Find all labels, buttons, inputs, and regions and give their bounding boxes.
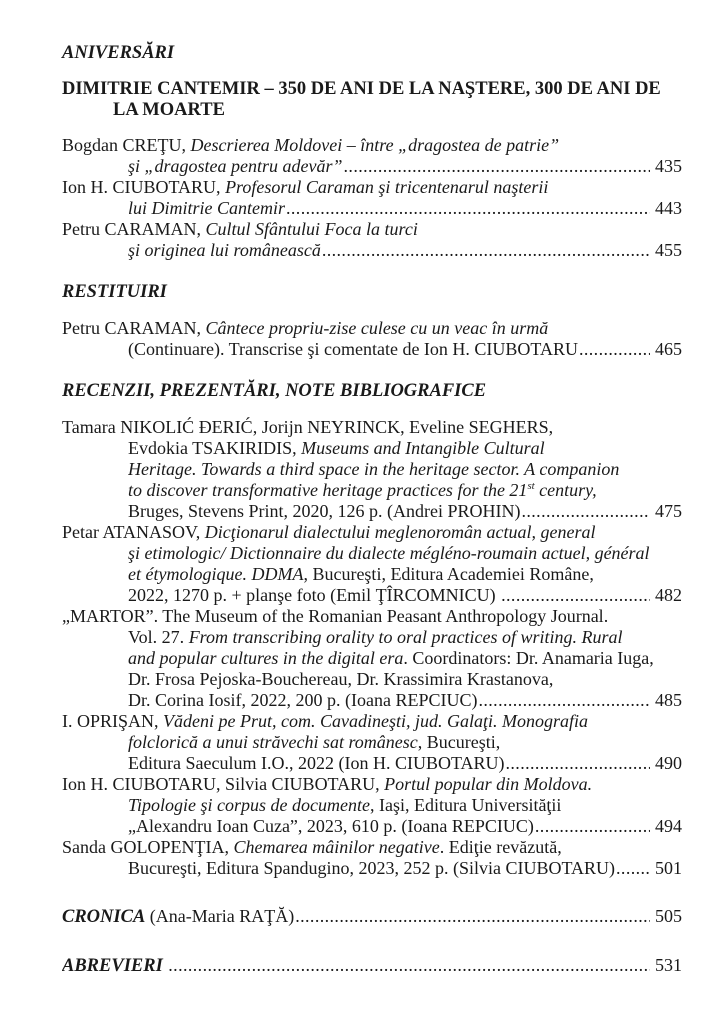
toc-line [62, 177, 682, 198]
dot-leader [506, 753, 651, 774]
entry-text-segment: . Ediţie revăzută, [439, 837, 562, 857]
entry-text-segment: Bucureşti, Editura Spandugino, 2023, 252 p. (Silvia CIUBOTARU) [128, 858, 616, 878]
toc-line [62, 858, 682, 879]
entry-text-segment: Ion H. CIUBOTARU, [62, 177, 226, 197]
entry-text-segment: Bruges, Stevens Print, 2020, 126 p. (Andrei PROHIN) [128, 501, 521, 521]
toc-line-text [128, 753, 505, 774]
toc-entry [62, 711, 682, 774]
entry-title-segment: Cultul Sfântului Foca la turci [205, 219, 418, 239]
toc-entry [62, 417, 682, 522]
toc-line [62, 318, 682, 339]
toc-line [62, 816, 682, 837]
entry-title-segment: and popular cultures in the digital era [128, 648, 404, 668]
entry-text-segment: . Coordinators: Dr. Anamaria Iuga, [403, 648, 654, 668]
toc-line [62, 627, 682, 648]
page-number: 501 [655, 858, 682, 878]
entry-text-segment: (Continuare). Transcrise şi comentate de Ion H. CIUBOTARU [128, 339, 578, 359]
toc-entry [62, 177, 682, 219]
toc-line-text [62, 955, 167, 977]
toc-entry [62, 522, 682, 606]
entry-title-segment: Cântece propriu-zise culese cu un veac în urmă [205, 318, 549, 338]
toc-line [62, 606, 682, 627]
page-number: 485 [655, 690, 682, 710]
toc-content [62, 43, 682, 977]
entry-title-segment: Chemarea mâinilor negative [233, 837, 440, 857]
toc-line [62, 480, 682, 501]
entry-text-segment: , Bucureşti, Editura Academiei Române, [303, 564, 594, 584]
entry-title-segment: Heritage. Towards a third space in the heritage sector. A companion [128, 459, 620, 479]
section-heading: RESTITUIRI [62, 282, 167, 302]
entry-text-segment: Petar ATANASOV, [62, 522, 205, 542]
toc-line-text [128, 501, 520, 522]
toc-line [62, 732, 682, 753]
subsection-title-line: LA MOARTE [113, 100, 225, 120]
toc-line [62, 711, 682, 732]
subsection-title [62, 79, 682, 121]
toc-line-text [128, 669, 553, 690]
page-number: 494 [655, 816, 682, 836]
page-number: 443 [655, 198, 682, 218]
toc-line [62, 438, 682, 459]
entry-title-segment: century, [534, 480, 597, 500]
toc-line [62, 837, 682, 858]
entry-title-segment: Tipologie şi corpus de documente [128, 795, 370, 815]
toc-line-text [128, 564, 594, 585]
entry-text-segment: I. OPRIŞAN, [62, 711, 164, 731]
toc-line-text [128, 690, 477, 711]
entry-title-segment: Dicţionarul dialectului meglenoromân actual, general [204, 522, 596, 542]
dot-leader [579, 339, 650, 360]
toc-entry [62, 318, 682, 360]
toc-line-text [128, 480, 597, 501]
toc-line [62, 459, 682, 480]
toc-line [62, 501, 682, 522]
entry-title-segment: et étymologique. DDMA [128, 564, 304, 584]
page-number: 475 [655, 501, 682, 521]
page-number: 505 [655, 906, 682, 926]
toc-line-text [62, 219, 418, 240]
toc-line-text [128, 438, 545, 459]
dot-leader [616, 858, 650, 879]
toc-line [62, 522, 682, 543]
toc-line-text [62, 177, 548, 198]
dot-leader [521, 501, 650, 522]
entry-title-segment: Vădeni pe Prut, com. Cavadineşti, jud. Galaţi. Monografia [163, 711, 588, 731]
toc-line-text [62, 711, 588, 732]
toc-line-text [128, 240, 321, 261]
toc-line-text [128, 858, 615, 879]
entry-text-segment: , Iaşi, Editura Universităţii [369, 795, 562, 815]
toc-line-text [128, 585, 500, 606]
toc-line [62, 753, 682, 774]
entry-text-segment: Vol. 27. [128, 627, 189, 647]
toc-line-text [128, 795, 561, 816]
toc-line-text [128, 648, 654, 669]
page-number: 531 [655, 955, 682, 975]
toc-line [62, 774, 682, 795]
entry-text-segment: Petru CARAMAN, [62, 318, 206, 338]
toc-line [62, 690, 682, 711]
toc-line [62, 156, 682, 177]
entry-title-segment [527, 480, 534, 500]
entry-title-segment: şi „dragostea pentru adevăr” [128, 156, 343, 176]
toc-line-text [62, 606, 608, 627]
toc-line [62, 135, 682, 156]
entry-text-segment: Bogdan CREŢU, [62, 135, 191, 155]
dot-leader [168, 955, 650, 976]
section-heading: RECENZII, PREZENTĂRI, NOTE BIBLIOGRAFICE [62, 381, 487, 401]
entry-title-segment: şi originea lui românească [128, 240, 321, 260]
dot-leader [535, 816, 650, 837]
toc-line-text [62, 522, 596, 543]
toc-line-text [128, 339, 578, 360]
toc-line-tail [62, 955, 682, 977]
toc-line [62, 198, 682, 219]
toc-line [62, 585, 682, 606]
entry-text-segment: „MARTOR”. The Museum of the Romanian Peasant Anthropology Journal. [62, 606, 609, 626]
toc-entry [62, 774, 682, 837]
entry-title-segment: From transcribing orality to oral practices of writing. Rural [188, 627, 623, 647]
dot-leader [478, 690, 650, 711]
toc-line-text [62, 906, 294, 928]
entry-title-segment: folclorică a unui străvechi sat românesc [128, 732, 418, 752]
entry-title-segment: şi etimologic/ Dictionnaire du dialecte mégléno-roumain actuel, général [128, 543, 650, 563]
page-number: 455 [655, 240, 682, 260]
dot-leader [322, 240, 650, 261]
page-number: 490 [655, 753, 682, 773]
toc-line [62, 648, 682, 669]
toc-line [62, 240, 682, 261]
toc-line [62, 564, 682, 585]
entry-text-segment: Petru CARAMAN, [62, 219, 206, 239]
toc-line-text [62, 135, 559, 156]
entry-title-segment: Profesorul Caraman şi tricentenarul naşterii [225, 177, 549, 197]
page-number: 435 [655, 156, 682, 176]
toc-line-text [128, 816, 534, 837]
toc-line-text [128, 198, 285, 219]
toc-line-text [62, 837, 562, 858]
toc-entry [62, 906, 682, 928]
toc-line [62, 795, 682, 816]
entry-text-segment: Dr. Frosa Pejoska-Bouchereau, Dr. Krassimira Krastanova, [128, 669, 554, 689]
toc-line [62, 669, 682, 690]
entry-text-segment: Sanda GOLOPENŢIA, [62, 837, 234, 857]
toc-entry [62, 135, 682, 177]
page-number: 482 [655, 585, 682, 605]
entry-text-segment: Dr. Corina Iosif, 2022, 200 p. (Ioana REPCIUC) [128, 690, 478, 710]
dot-leader [344, 156, 650, 177]
page-number: 465 [655, 339, 682, 359]
dot-leader [295, 906, 650, 927]
entry-title-segment: Descrierea Moldovei – între „dragostea de patrie” [190, 135, 560, 155]
dot-leader [286, 198, 650, 219]
toc-line-text [62, 774, 592, 795]
dot-leader [501, 585, 650, 606]
section-heading: ANIVERSĂRI [62, 43, 175, 63]
entry-title-segment: Portul popular din Moldova. [384, 774, 593, 794]
entry-title-segment: lui Dimitrie Cantemir [128, 198, 285, 218]
toc-line-text [128, 459, 619, 480]
entry-title-segment: to discover transformative heritage practices for the 21 [128, 480, 528, 500]
entry-text-segment: (Ana-Maria RAŢĂ) [145, 906, 295, 926]
toc-line-tail [62, 906, 682, 928]
toc-entry [62, 955, 682, 977]
toc-entry [62, 837, 682, 879]
toc-entry [62, 219, 682, 261]
entry-title-segment: ABREVIERI [62, 956, 163, 976]
toc-line-text [128, 627, 623, 648]
entry-text-segment [163, 955, 168, 975]
toc-line-text [62, 318, 548, 339]
toc-line [62, 417, 682, 438]
entry-title-segment: CRONICA [62, 907, 146, 927]
toc-line-text [128, 156, 343, 177]
toc-line-text [128, 732, 500, 753]
entry-text-segment: Ion H. CIUBOTARU, Silvia CIUBOTARU, [62, 774, 385, 794]
toc-line-text [128, 543, 650, 564]
entry-text-segment: Evdokia TSAKIRIDIS, [128, 438, 302, 458]
toc-line-text [62, 417, 553, 438]
entry-text-segment: „Alexandru Ioan Cuza”, 2023, 610 p. (Ioana REPCIUC) [128, 816, 534, 836]
toc-entry [62, 606, 682, 711]
entry-text-segment: 2022, 1270 p. + planşe foto (Emil ŢÎRCOMNICU) [128, 585, 501, 605]
entry-title-segment: Museums and Intangible Cultural [301, 438, 545, 458]
subsection-title-line: DIMITRIE CANTEMIR – 350 DE ANI DE LA NAŞTERE, 300 DE ANI DE [62, 79, 661, 99]
toc-line [62, 543, 682, 564]
entry-text-segment: Tamara NIKOLIĆ ĐERIĆ, Jorijn NEYRINCK, Eveline SEGHERS, [62, 417, 554, 437]
entry-text-segment: Editura Saeculum I.O., 2022 (Ion H. CIUBOTARU) [128, 753, 505, 773]
toc-line [62, 339, 682, 360]
entry-text-segment: , Bucureşti, [417, 732, 501, 752]
superscript-text: st [527, 480, 535, 492]
toc-line [62, 219, 682, 240]
